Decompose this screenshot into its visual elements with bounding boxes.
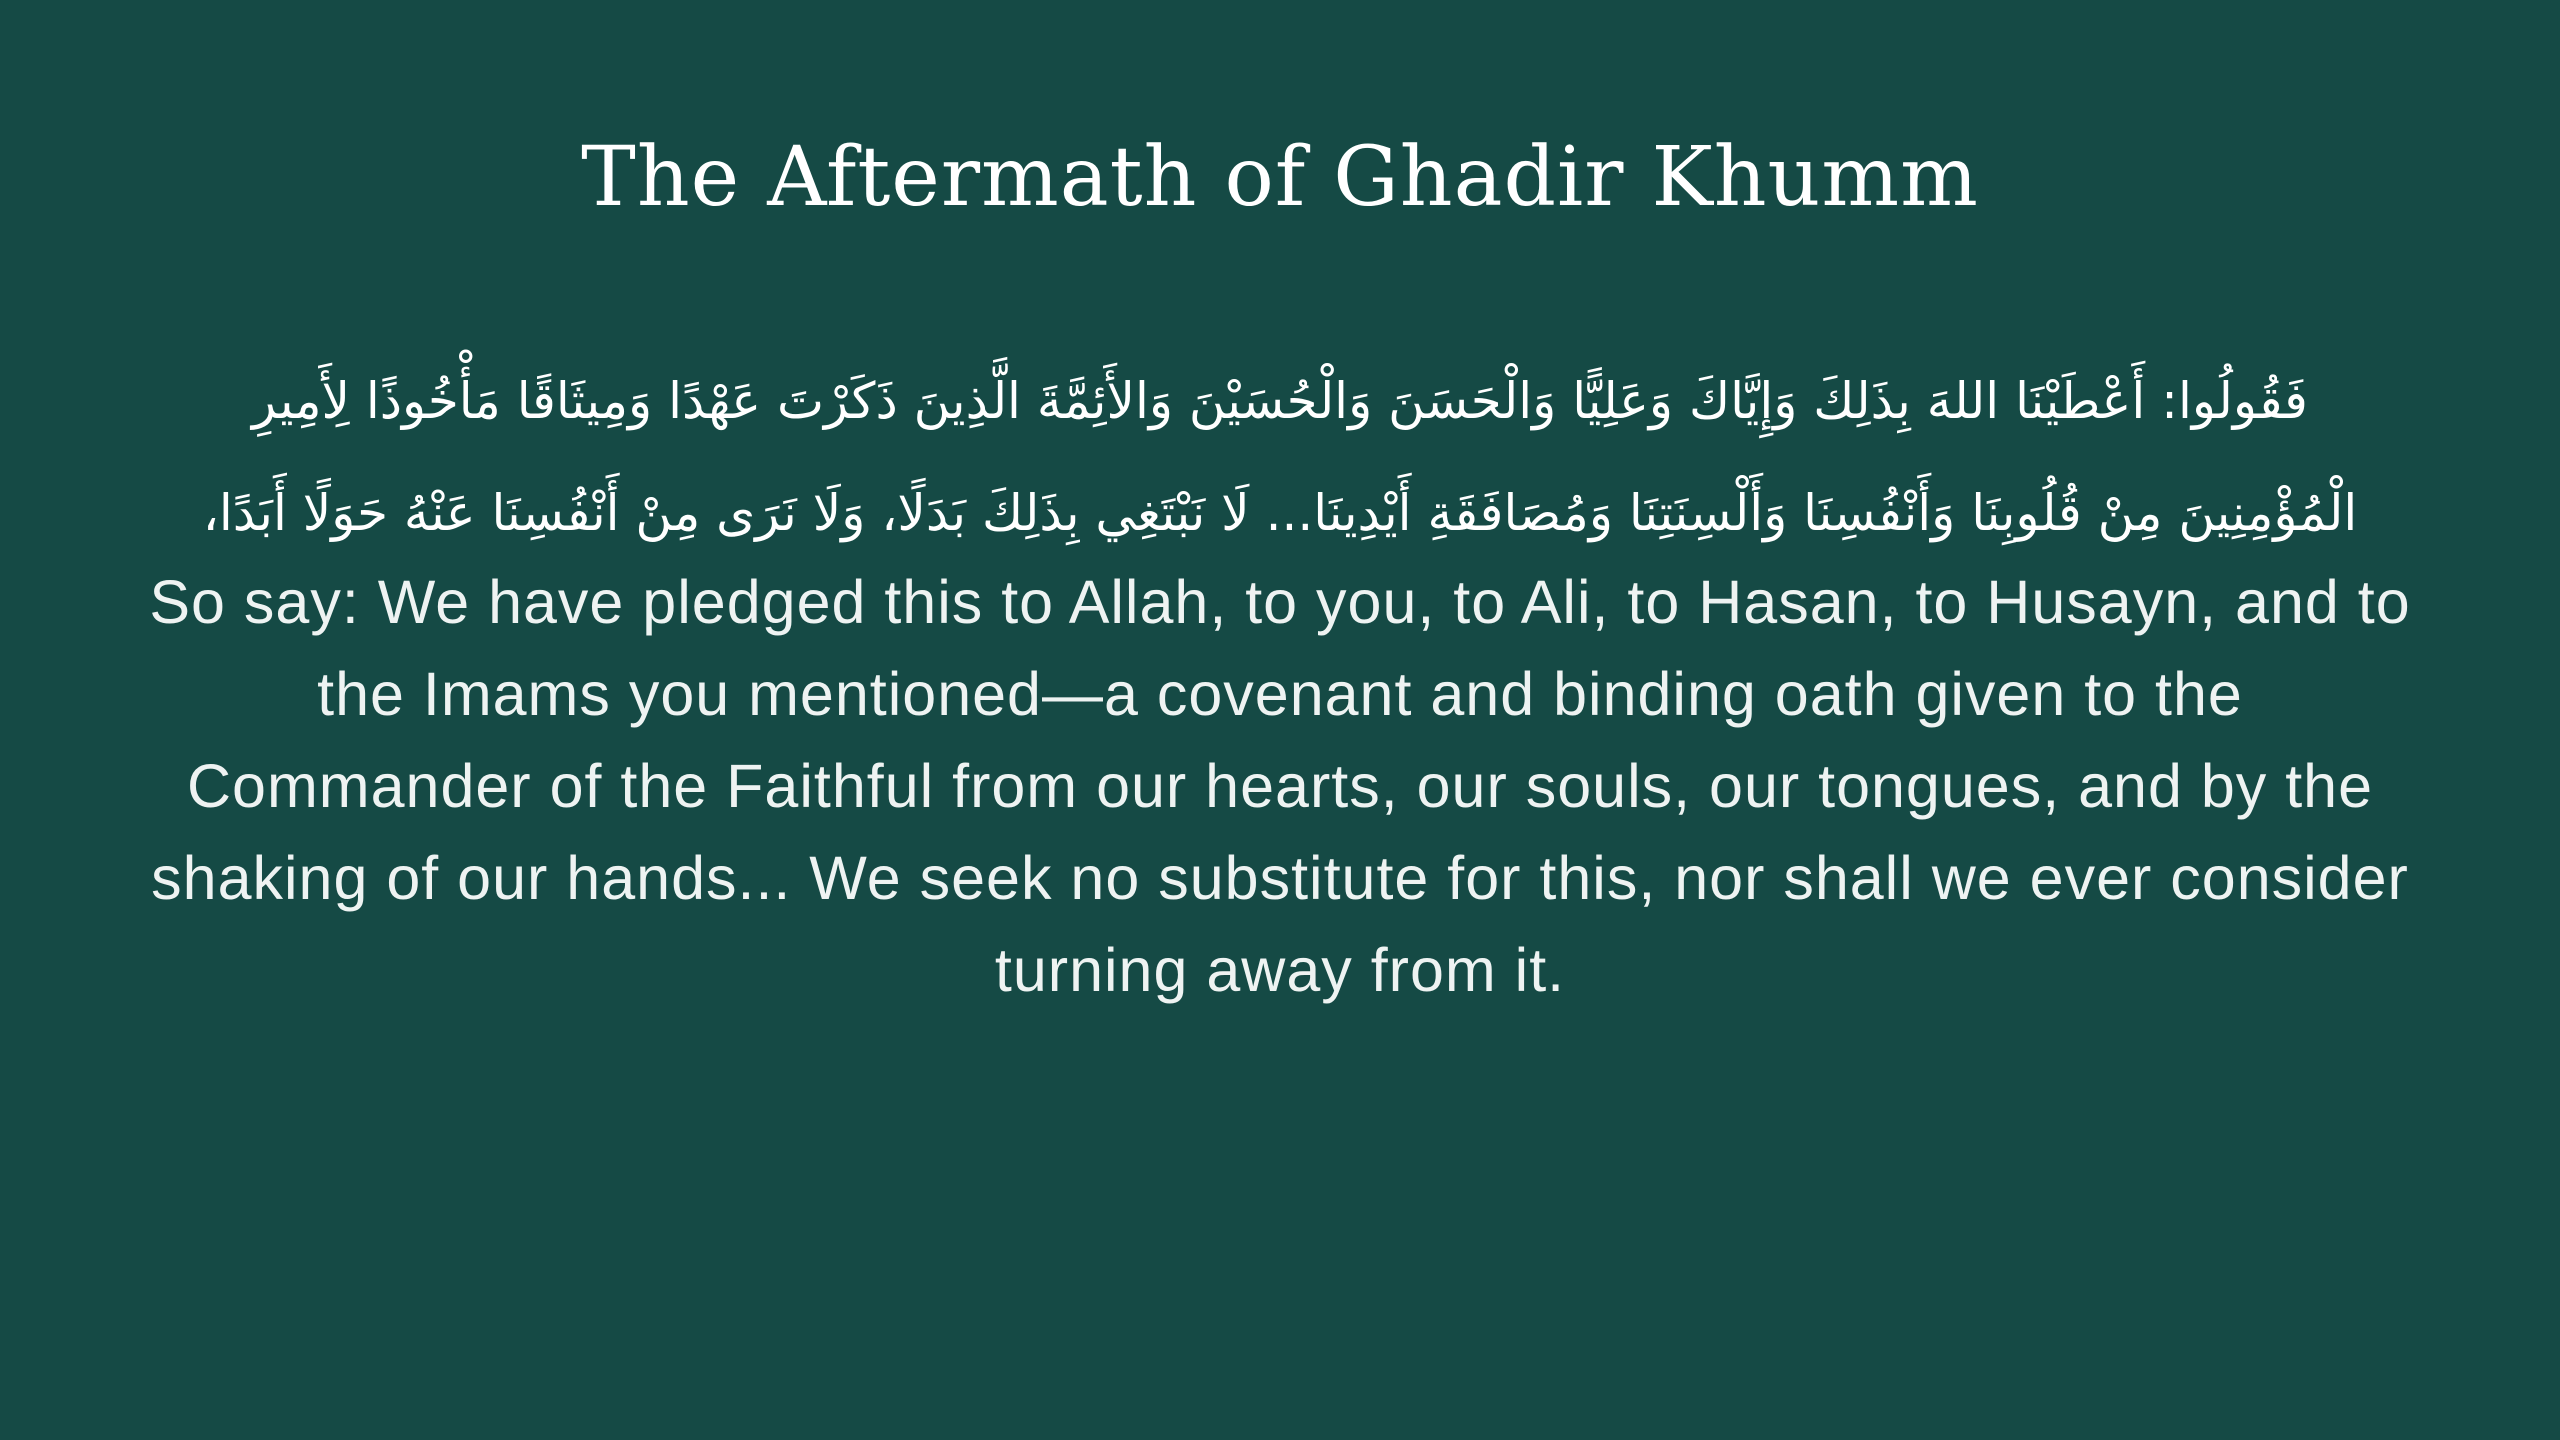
arabic-quote: فَقُولُوا: أَعْطَيْنَا اللهَ بِذَلِكَ وَإِيَّاكَ وَعَلِيًّا وَالْحَسَنَ وَالْحُسَيْنَ وَالأَئِمَّةَ الَّذِينَ ذَكَرْتَ عَهْدًا وَمِيثَاقًا مَأْخُوذًا لِأَمِيرِ الْمُؤْمِنِينَ مِنْ قُلُوبِنَا وَأَنْفُسِنَا وَأَلْسِنَتِنَا وَمُصَافَقَةِ أَيْدِينَا... لَا نَبْتَغِي بِذَلِكَ بَدَلًا، وَلَا نَرَى مِنْ أَنْفُسِنَا عَنْهُ حَوَلًا أَبَدًا، [202,372,2358,542]
slide-title: The Aftermath of Ghadir Khumm [581,130,1979,225]
english-translation: So say: We have pledged this to Allah, to you, to Ali, to Hasan, to Husayn, and to the Imams you mentioned—a covenant and binding oath given to the Commander of the Faithful from our hearts, our souls, our tongues, and by the shaking of our hands... We seek no substitute for this, nor shall we ever consider turning away from it. [149,568,2411,1004]
